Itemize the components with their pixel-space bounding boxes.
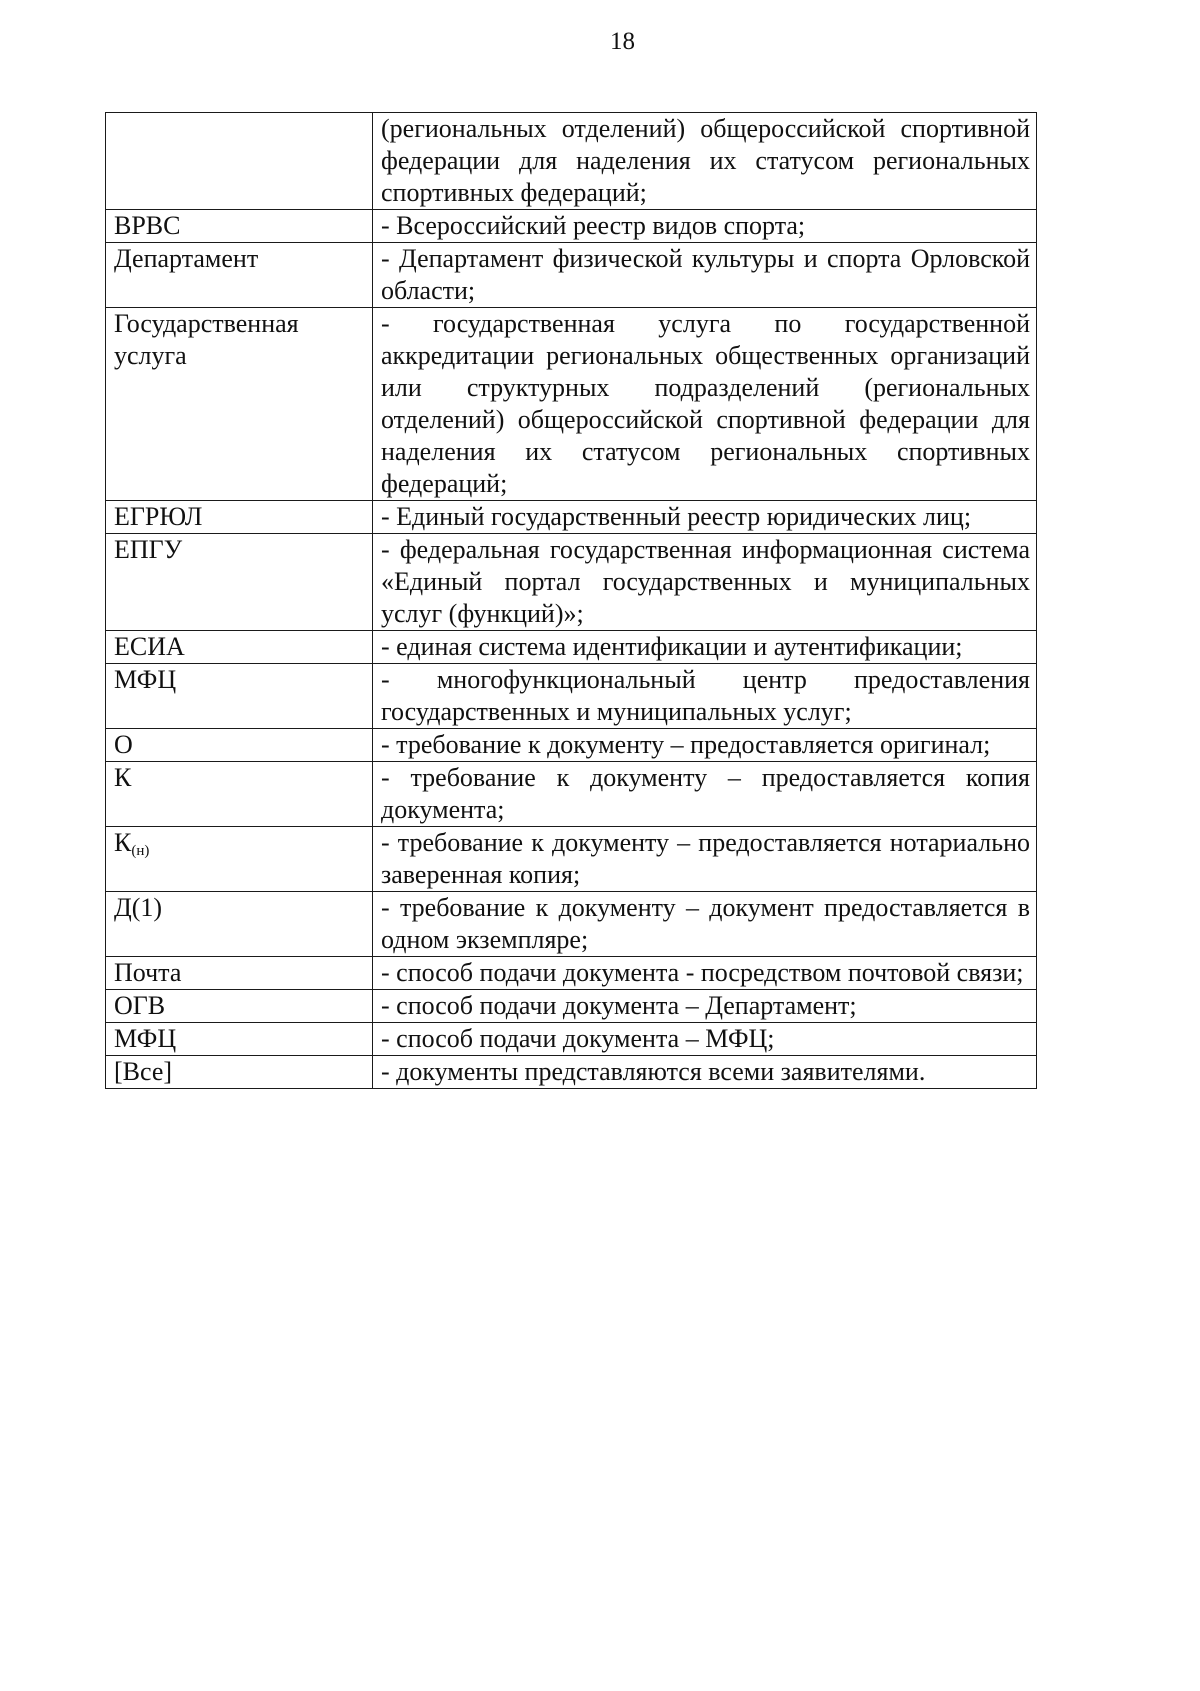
table-row — [106, 990, 1037, 1023]
term-cell: МФЦ — [106, 664, 373, 729]
term-cell: ЕГРЮЛ — [106, 501, 373, 534]
term-cell: МФЦ — [106, 1023, 373, 1056]
definition-cell: - способ подачи документа – Департамент; — [373, 990, 1037, 1023]
term-cell: [Все] — [106, 1056, 373, 1089]
table-row — [106, 534, 1037, 631]
term-cell — [106, 113, 373, 210]
table-row — [106, 243, 1037, 308]
term-subscript: (н) — [131, 843, 150, 859]
definition-cell: - многофункциональный центр предоставления государственных и муниципальных услуг; — [373, 664, 1037, 729]
table-row — [106, 631, 1037, 664]
definition-cell: - единая система идентификации и аутентификации; — [373, 631, 1037, 664]
term-cell — [106, 827, 373, 892]
term-text: К — [114, 828, 132, 857]
definition-cell: - требование к документу – предоставляется оригинал; — [373, 729, 1037, 762]
page-number: 18 — [610, 28, 635, 55]
term-cell: Д(1) — [106, 892, 373, 957]
definition-cell: - Единый государственный реестр юридических лиц; — [373, 501, 1037, 534]
table-row — [106, 664, 1037, 729]
table-row — [106, 762, 1037, 827]
term-cell: ОГВ — [106, 990, 373, 1023]
definition-cell: - способ подачи документа – МФЦ; — [373, 1023, 1037, 1056]
term-cell: Государственная услуга — [106, 308, 373, 501]
definition-cell: (региональных отделений) общероссийской спортивной федерации для наделения их статусом региональных спортивных федераций; — [373, 113, 1037, 210]
term-cell: ЕСИА — [106, 631, 373, 664]
term-cell: ВРВС — [106, 210, 373, 243]
table-row — [106, 827, 1037, 892]
definition-cell: - Всероссийский реестр видов спорта; — [373, 210, 1037, 243]
definition-cell: - федеральная государственная информационная система «Единый портал государственных и муниципальных услуг (функций)»; — [373, 534, 1037, 631]
definition-cell: - способ подачи документа - посредством почтовой связи; — [373, 957, 1037, 990]
table-row — [106, 957, 1037, 990]
term-cell: ЕПГУ — [106, 534, 373, 631]
abbreviations-table — [105, 112, 1037, 1089]
term-cell: О — [106, 729, 373, 762]
definition-cell: - требование к документу – документ предоставляется в одном экземпляре; — [373, 892, 1037, 957]
definition-cell: - требование к документу – предоставляется нотариально заверенная копия; — [373, 827, 1037, 892]
term-cell: К — [106, 762, 373, 827]
table-row — [106, 308, 1037, 501]
definition-cell: - Департамент физической культуры и спорта Орловской области; — [373, 243, 1037, 308]
definition-cell: - государственная услуга по государственной аккредитации региональных общественных организаций или структурных подразделений (региональных отделений) общероссийской спортивной федерации для наделения их статусом региональных спортивных федераций; — [373, 308, 1037, 501]
definition-cell: - документы представляются всеми заявителями. — [373, 1056, 1037, 1089]
table-row — [106, 113, 1037, 210]
table-row — [106, 1056, 1037, 1089]
table-row — [106, 210, 1037, 243]
term-cell: Департамент — [106, 243, 373, 308]
term-cell: Почта — [106, 957, 373, 990]
definition-cell: - требование к документу – предоставляется копия документа; — [373, 762, 1037, 827]
table-row — [106, 892, 1037, 957]
table-row — [106, 729, 1037, 762]
table-row — [106, 501, 1037, 534]
table-row — [106, 1023, 1037, 1056]
